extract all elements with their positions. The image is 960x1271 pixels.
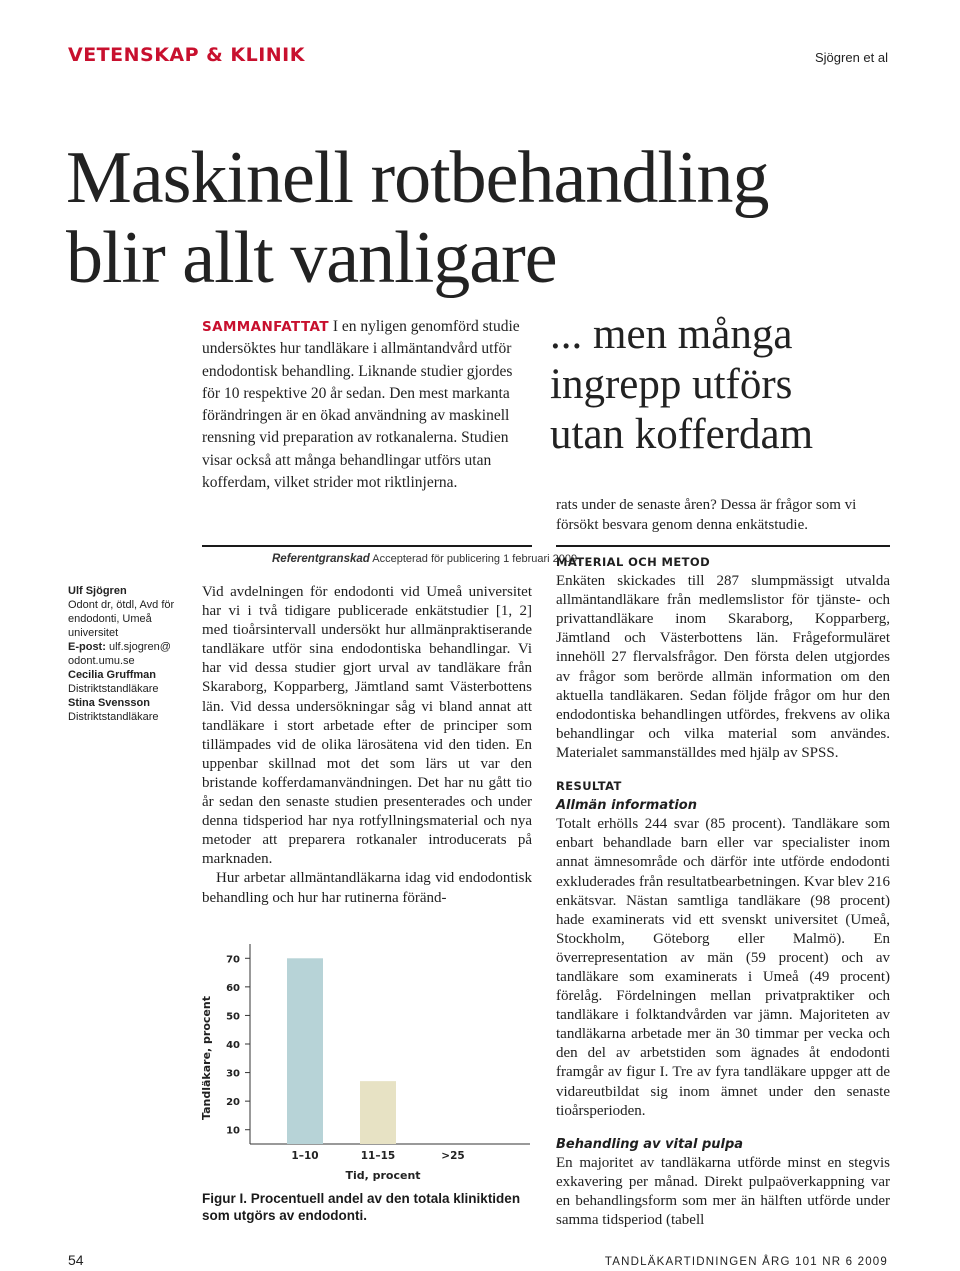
refereed-note bbox=[272, 553, 577, 565]
title-line-2: blir allt vanligare bbox=[66, 217, 557, 299]
body-paragraph: Totalt erhölls 244 svar (85 procent). Tandläkare som enbart behandlade barn eller var specialister inom annat ämnesområde och därför inte utförde endodonti exkluderades från resultatbearbetningen. Kvar blev 216 enkätsvar. Nästan samtliga tandläkare (98 procent) hade examinerats vid ett svenskt universitet (Umeå, Stockholm, Göteborg eller Malmö). En överrepresentation av män (59 procent) och av tandläkare som examinerats i Umeå (49 procent) förelåg. Fördelningen mellan privatpraktiker och tandläkare i folktandvården var jämn. Majoriteten av tandläkarna arbetade mer än 30 timmar per vecka och den del av arbetstiden som ägnades åt endodonti framgår av figur I. Tre av fyra tandläkare uppger att de vidareutbildat sig inom ämnet under den senaste tioårsperioden. bbox=[556, 816, 890, 1119]
y-tick-label: 30 bbox=[226, 1068, 240, 1080]
author-title: Odont dr, ötdl, Avd för endodonti, Umeå universitet bbox=[68, 599, 175, 639]
refereed-label: Referentgranskad bbox=[272, 553, 370, 565]
x-axis-label: Tid, procent bbox=[345, 1169, 421, 1182]
heading-resultat: RESULTAT bbox=[556, 779, 622, 794]
x-tick-label: >25 bbox=[441, 1150, 465, 1162]
y-tick-label: 50 bbox=[226, 1011, 240, 1023]
title-line-1: Maskinell rotbehandling bbox=[66, 137, 769, 219]
y-tick-label: 40 bbox=[226, 1040, 240, 1051]
body-paragraph: Vid avdelningen för endodonti vid Umeå universitet har vi i två tidigare publicerade enkätstudier [1, 2] med tioårsintervall undersökt hur allmänpraktiserande tandläkare utför sina endodontiska behandlingar. Vi har vid dessa studier gjort urval av tandläkare från Skaraborg, Kopparberg, Jämtland samt Västerbottens län. Vid dessa undersökningar såg vi bland annat att tandläkare i stort arbetade efter de principer som tillämpades vid de olika lärosätena vid den tiden. En uppenbar skillnad mot det som lärs ut var den bristande kofferdamanvändningen. Det har nu gått tio år sedan den senaste studien presenterades och under denna tidsperiod har nya rotfyllningsmaterial och nya metoder att preparera rotkanaler introducerats på marknaden. bbox=[202, 584, 532, 868]
bar bbox=[360, 1081, 396, 1144]
y-axis-label: Tandläkare, procent bbox=[200, 996, 213, 1120]
subtitle-line-3: utan kofferdam bbox=[550, 411, 814, 458]
y-tick-label: 20 bbox=[226, 1097, 240, 1109]
subtitle-line-2: ingrepp utförs bbox=[550, 361, 793, 408]
summary-text: I en nyligen genomförd studie undersöktes hur tandläkare i allmäntandvård utför endodontisk behandling. Liknande studier gjordes för 10 respektive 20 år sedan. Den mest markanta förändringen är en ökad användning av maskinell rensning vid preparation av rotkanalerna. Studien visar också att många behandlingar utförs utan kofferdam, vilket strider mot riktlinjerna. bbox=[202, 318, 520, 492]
y-tick-label: 60 bbox=[226, 982, 240, 994]
refereed-text: Accepterad för publicering 1 februari 2009 bbox=[372, 553, 578, 565]
author-name: Ulf Sjögren bbox=[68, 585, 127, 597]
y-tick-label: 10 bbox=[226, 1125, 240, 1137]
section-label: VETENSKAP & KLINIK bbox=[68, 44, 305, 66]
email-label: E-post: bbox=[68, 641, 106, 653]
author-title: Distriktstandläkare bbox=[68, 711, 159, 723]
body-column-1 bbox=[202, 583, 532, 908]
divider-rule bbox=[556, 545, 890, 547]
author-title: Distriktstandläkare bbox=[68, 683, 159, 695]
page-number: 54 bbox=[68, 1252, 84, 1268]
body-paragraph: Hur arbetar allmäntandläkarna idag vid endodontisk behandling och hur har rutinerna föränd- bbox=[202, 870, 532, 906]
journal-footer: TANDLÄKARTIDNINGEN ÅRG 101 NR 6 2009 bbox=[604, 1256, 888, 1268]
figure-caption: Figur I. Procentuell andel av den totala kliniktiden som utgörs av endodonti. bbox=[202, 1191, 521, 1223]
author-email[interactable]: ulf.sjogren@ odont.umu.se bbox=[68, 641, 171, 667]
article-title bbox=[66, 138, 768, 298]
y-tick-label: 70 bbox=[226, 954, 240, 966]
x-tick-label: 1–10 bbox=[291, 1150, 319, 1162]
author-info bbox=[68, 584, 190, 724]
bar bbox=[287, 958, 323, 1144]
subheading-vital: Behandling av vital pulpa bbox=[556, 1136, 744, 1152]
rats-paragraph: rats under de senaste åren? Dessa är frågor som vi försökt besvara genom denna enkätstudie. bbox=[556, 497, 857, 533]
x-tick-label: 11–15 bbox=[360, 1150, 396, 1162]
subtitle bbox=[550, 310, 890, 460]
running-authors: Sjögren et al bbox=[815, 50, 888, 65]
summary-kicker: SAMMANFATTAT bbox=[202, 319, 329, 335]
body-column-2 bbox=[556, 555, 890, 1230]
author-name: Cecilia Gruffman bbox=[68, 669, 157, 681]
body-paragraph: En majoritet av tandläkarna utförde minst en stegvis exkavering per månad. Direkt pulpaöverkappning var en behandlingsform som mer än hälften utförde under samma tidsperiod (tabell bbox=[556, 1154, 890, 1229]
summary-block bbox=[202, 316, 532, 494]
divider-rule bbox=[202, 545, 532, 547]
subtitle-line-1: ... men många bbox=[550, 311, 793, 358]
author-name: Stina Svensson bbox=[68, 697, 150, 709]
bar-chart bbox=[195, 930, 535, 1190]
subheading-allman: Allmän information bbox=[556, 798, 697, 814]
heading-material: MATERIAL OCH METOD bbox=[556, 555, 711, 569]
body-paragraph: Enkäten skickades till 287 slumpmässigt utvalda allmäntandläkare från medlemslistor för tjänste- och privattandläkare inom Skaraborg, Kopparberg, Jämtland och Västerbottens län. Frågeformuläret innehöll 27 flervalsfrågor. Den första delen utgjordes av frågor som berörde allmän information om den aktuella tandläkaren. Sedan följde frågor om hur den endodontiska behandlingen utfördes, frekvens av olika behandlingar och vilka material som användes. Materialet sammanställdes med hjälp av SPSS. bbox=[556, 573, 890, 761]
